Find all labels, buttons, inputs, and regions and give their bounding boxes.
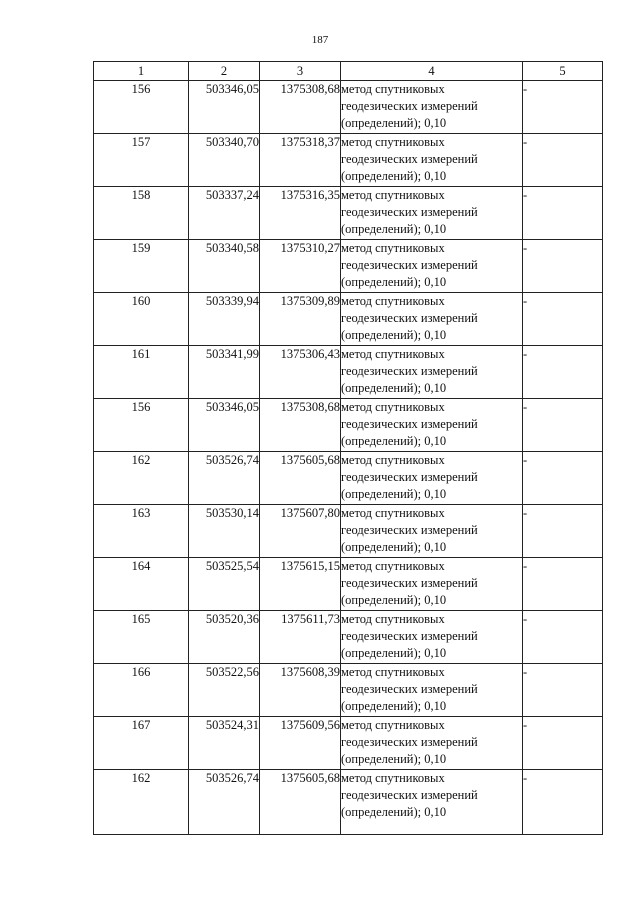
method-cell <box>341 664 523 717</box>
method-text-line: геодезических измерений <box>341 205 478 219</box>
method-text-line: геодезических измерений <box>341 364 478 378</box>
description-cell: - <box>523 346 603 399</box>
method-text-line: метод спутниковых <box>341 718 445 732</box>
description-cell: - <box>523 717 603 770</box>
method-text-line: геодезических измерений <box>341 788 478 802</box>
method-text-line: геодезических измерений <box>341 417 478 431</box>
method-text-line: геодезических измерений <box>341 735 478 749</box>
y-coordinate-cell: 1375607,80 <box>260 505 341 558</box>
method-text-line: геодезических измерений <box>341 258 478 272</box>
method-cell <box>341 452 523 505</box>
y-coordinate-cell: 1375316,35 <box>260 187 341 240</box>
x-coordinate-cell: 503524,31 <box>189 717 260 770</box>
header-col-3: 3 <box>260 62 341 81</box>
header-row <box>94 62 603 81</box>
y-coordinate-cell: 1375608,39 <box>260 664 341 717</box>
method-cell <box>341 399 523 452</box>
y-coordinate-cell: 1375611,73 <box>260 611 341 664</box>
method-text-line: метод спутниковых <box>341 612 445 626</box>
table-row <box>94 558 603 611</box>
description-cell: - <box>523 293 603 346</box>
method-text-line: (определений); 0,10 <box>341 646 447 660</box>
y-coordinate-cell: 1375605,68 <box>260 452 341 505</box>
description-cell: - <box>523 134 603 187</box>
method-cell <box>341 717 523 770</box>
method-text-line: метод спутниковых <box>341 188 445 202</box>
y-coordinate-cell: 1375318,37 <box>260 134 341 187</box>
point-number-cell: 162 <box>94 770 189 835</box>
method-text-line: (определений); 0,10 <box>341 381 447 395</box>
method-text-line: (определений); 0,10 <box>341 116 447 130</box>
method-text-line: геодезических измерений <box>341 470 478 484</box>
method-text-line: (определений); 0,10 <box>341 275 447 289</box>
y-coordinate-cell: 1375308,68 <box>260 399 341 452</box>
x-coordinate-cell: 503525,54 <box>189 558 260 611</box>
x-coordinate-cell: 503530,14 <box>189 505 260 558</box>
table-header <box>94 62 603 81</box>
table-row <box>94 346 603 399</box>
description-cell: - <box>523 187 603 240</box>
y-coordinate-cell: 1375609,56 <box>260 717 341 770</box>
x-coordinate-cell: 503346,05 <box>189 399 260 452</box>
x-coordinate-cell: 503339,94 <box>189 293 260 346</box>
point-number-cell: 164 <box>94 558 189 611</box>
x-coordinate-cell: 503341,99 <box>189 346 260 399</box>
description-cell: - <box>523 399 603 452</box>
method-text-line: геодезических измерений <box>341 629 478 643</box>
method-text-line: (определений); 0,10 <box>341 540 447 554</box>
y-coordinate-cell: 1375615,15 <box>260 558 341 611</box>
method-text-line: (определений); 0,10 <box>341 222 447 236</box>
description-cell: - <box>523 240 603 293</box>
method-cell <box>341 240 523 293</box>
method-text-line: геодезических измерений <box>341 523 478 537</box>
method-text-line: метод спутниковых <box>341 400 445 414</box>
method-cell <box>341 558 523 611</box>
x-coordinate-cell: 503526,74 <box>189 770 260 835</box>
table-row <box>94 717 603 770</box>
description-cell: - <box>523 505 603 558</box>
method-text-line: метод спутниковых <box>341 241 445 255</box>
point-number-cell: 166 <box>94 664 189 717</box>
y-coordinate-cell: 1375605,68 <box>260 770 341 835</box>
method-cell <box>341 505 523 558</box>
method-text-line: метод спутниковых <box>341 347 445 361</box>
point-number-cell: 156 <box>94 81 189 134</box>
method-text-line: (определений); 0,10 <box>341 699 447 713</box>
table-row <box>94 664 603 717</box>
table-row <box>94 399 603 452</box>
header-col-5: 5 <box>523 62 603 81</box>
point-number-cell: 165 <box>94 611 189 664</box>
description-cell: - <box>523 770 603 835</box>
table-body <box>94 81 603 835</box>
point-number-cell: 158 <box>94 187 189 240</box>
method-text-line: метод спутниковых <box>341 453 445 467</box>
y-coordinate-cell: 1375306,43 <box>260 346 341 399</box>
point-number-cell: 161 <box>94 346 189 399</box>
method-text-line: геодезических измерений <box>341 152 478 166</box>
method-text-line: геодезических измерений <box>341 576 478 590</box>
table-row <box>94 611 603 664</box>
description-cell: - <box>523 611 603 664</box>
table-row <box>94 134 603 187</box>
method-text-line: метод спутниковых <box>341 135 445 149</box>
method-cell <box>341 81 523 134</box>
y-coordinate-cell: 1375310,27 <box>260 240 341 293</box>
description-cell: - <box>523 81 603 134</box>
point-number-cell: 157 <box>94 134 189 187</box>
method-cell <box>341 293 523 346</box>
method-cell <box>341 770 523 835</box>
method-text-line: (определений); 0,10 <box>341 169 447 183</box>
x-coordinate-cell: 503346,05 <box>189 81 260 134</box>
x-coordinate-cell: 503340,70 <box>189 134 260 187</box>
point-number-cell: 160 <box>94 293 189 346</box>
method-text-line: (определений); 0,10 <box>341 805 447 819</box>
method-text-line: метод спутниковых <box>341 771 445 785</box>
table-row <box>94 187 603 240</box>
method-cell <box>341 611 523 664</box>
table-row <box>94 770 603 835</box>
header-col-2: 2 <box>189 62 260 81</box>
point-number-cell: 163 <box>94 505 189 558</box>
method-text-line: геодезических измерений <box>341 311 478 325</box>
method-text-line: (определений); 0,10 <box>341 434 447 448</box>
method-text-line: метод спутниковых <box>341 294 445 308</box>
description-cell: - <box>523 558 603 611</box>
coordinates-table <box>93 61 603 835</box>
point-number-cell: 162 <box>94 452 189 505</box>
method-text-line: (определений); 0,10 <box>341 328 447 342</box>
method-cell <box>341 346 523 399</box>
description-cell: - <box>523 452 603 505</box>
method-text-line: метод спутниковых <box>341 559 445 573</box>
method-cell <box>341 134 523 187</box>
header-col-4: 4 <box>341 62 523 81</box>
point-number-cell: 156 <box>94 399 189 452</box>
point-number-cell: 159 <box>94 240 189 293</box>
point-number-cell: 167 <box>94 717 189 770</box>
header-col-1: 1 <box>94 62 189 81</box>
table-row <box>94 293 603 346</box>
description-cell: - <box>523 664 603 717</box>
method-text-line: (определений); 0,10 <box>341 752 447 766</box>
table-row <box>94 240 603 293</box>
x-coordinate-cell: 503337,24 <box>189 187 260 240</box>
method-text-line: метод спутниковых <box>341 82 445 96</box>
page-number: 187 <box>311 34 329 46</box>
method-text-line: геодезических измерений <box>341 99 478 113</box>
x-coordinate-cell: 503526,74 <box>189 452 260 505</box>
y-coordinate-cell: 1375308,68 <box>260 81 341 134</box>
method-text-line: геодезических измерений <box>341 682 478 696</box>
x-coordinate-cell: 503520,36 <box>189 611 260 664</box>
x-coordinate-cell: 503340,58 <box>189 240 260 293</box>
table-row <box>94 81 603 134</box>
method-text-line: (определений); 0,10 <box>341 487 447 501</box>
method-text-line: (определений); 0,10 <box>341 593 447 607</box>
method-text-line: метод спутниковых <box>341 506 445 520</box>
method-cell <box>341 187 523 240</box>
method-text-line: метод спутниковых <box>341 665 445 679</box>
table-row <box>94 452 603 505</box>
table-row <box>94 505 603 558</box>
x-coordinate-cell: 503522,56 <box>189 664 260 717</box>
y-coordinate-cell: 1375309,89 <box>260 293 341 346</box>
